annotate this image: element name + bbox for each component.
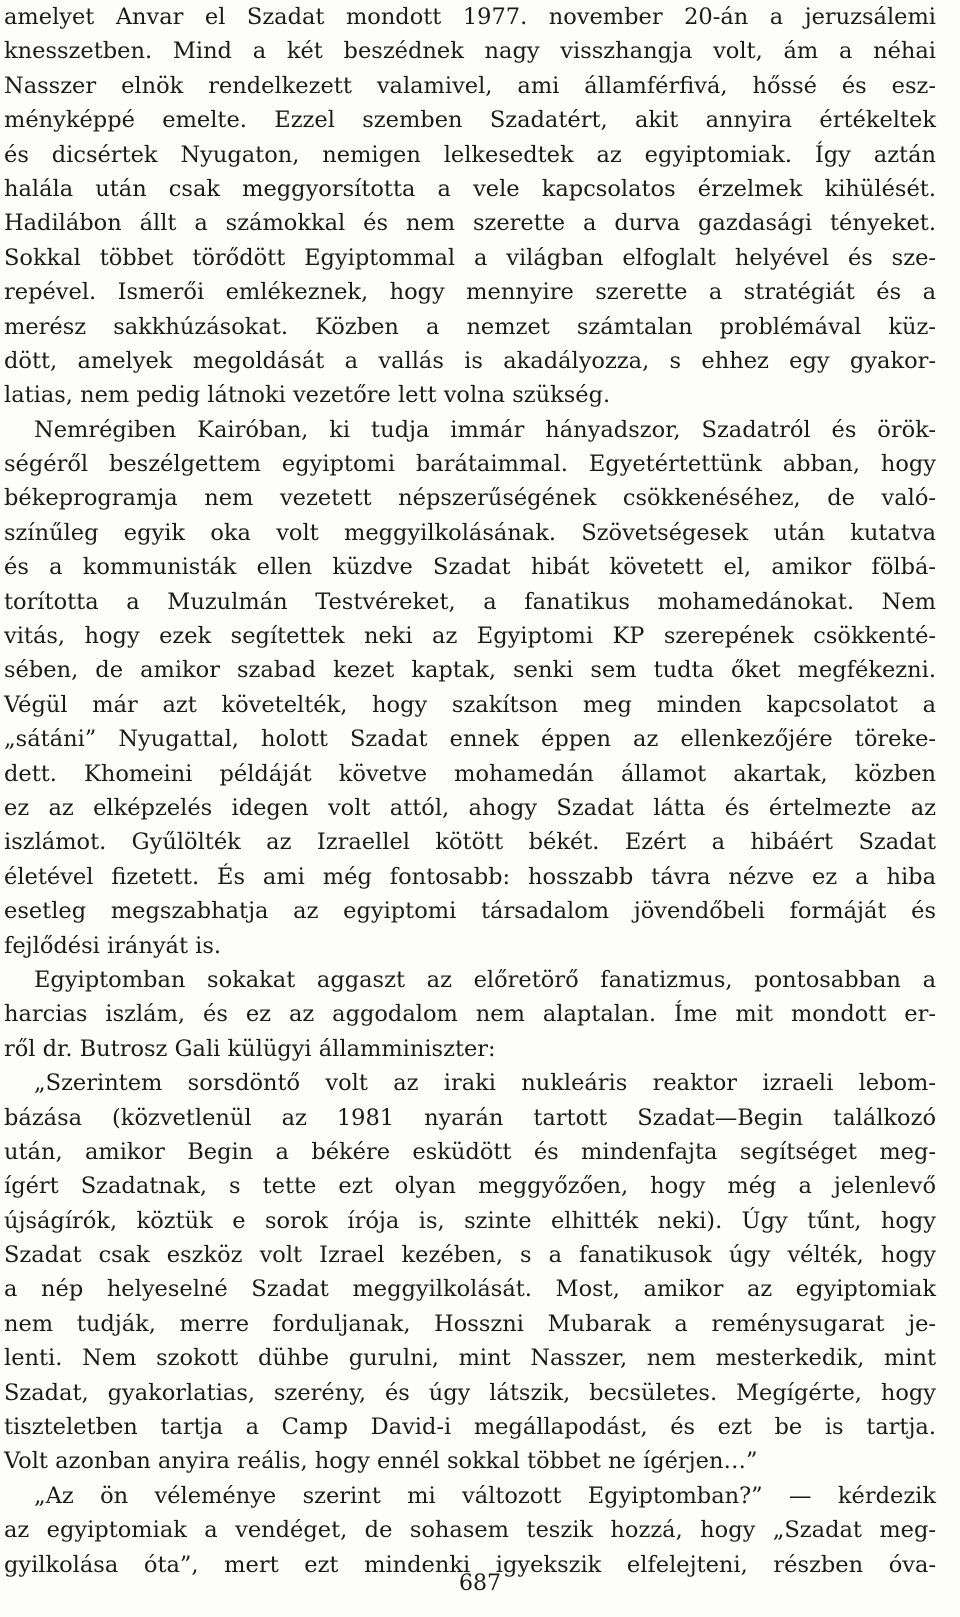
text-line: Volt azonban anyira reális, hogy ennél sokkal többet ne ígérjen…”	[4, 1448, 758, 1475]
text-line: fejlődési irányát is.	[4, 932, 222, 959]
text-line: nem tudják, merre forduljanak, Hosszni Mubarak a reménysugarat je-	[4, 1310, 936, 1337]
text-line: merész sakkhúzásokat. Közben a nemzet számtalan problémával küz-	[4, 313, 936, 340]
text-line: vitás, hogy ezek segítettek neki az Egyiptomi KP szerepének csökkenté-	[4, 623, 936, 650]
text-line: és dicsértek Nyugaton, nemigen lelkesedtek az egyiptomiak. Így aztán	[4, 141, 936, 168]
text-line: latias, nem pedig látnoki vezetőre lett volna szükség.	[4, 382, 611, 409]
text-line: Végül már azt követelték, hogy szakítson meg minden kapcsolatot a	[4, 691, 936, 718]
text-line: „sátáni” Nyugattal, holott Szadat ennek éppen az ellenkezőjére töreke-	[4, 726, 936, 753]
text-line: Szadat, gyakorlatias, szerény, és úgy látszik, becsületes. Megígérte, hogy	[4, 1379, 936, 1406]
text-line: lenti. Nem szokott dühbe gurulni, mint Nasszer, nem mesterkedik, mint	[4, 1345, 936, 1372]
text-line: a nép helyeselné Szadat meggyilkolását. Most, amikor az egyiptomiak	[4, 1276, 936, 1303]
text-line: Sokkal többet törődött Egyiptommal a világban elfoglalt helyével és sze-	[4, 244, 936, 271]
text-line: bázása (közvetlenül az 1981 nyarán tartott Szadat—Begin találkozó	[4, 1104, 936, 1131]
text-line: ről dr. Butrosz Gali külügyi államminiszter:	[4, 1035, 496, 1062]
text-line: iszlámot. Gyűlölték az Izraellel kötött békét. Ezért a hibáért Szadat	[4, 829, 936, 856]
text-line: repével. Ismerői emlékeznek, hogy mennyire szerette a stratégiát és a	[4, 279, 936, 306]
page-number: 687	[459, 1571, 501, 1596]
text-line: ményképpé emelte. Ezzel szemben Szadatért, akit annyira értékeltek	[4, 107, 936, 134]
text-line: esetleg megszabhatja az egyiptomi társadalom jövendőbeli formáját és	[4, 898, 936, 925]
text-line: harcias iszlám, és ez az aggodalom nem alaptalan. Íme mit mondott er-	[4, 1001, 936, 1028]
text-line: ségéről beszélgettem egyiptomi barátaimmal. Egyetértettünk abban, hogy	[4, 451, 936, 478]
text-line: békeprogramja nem vezetett népszerűségének csökkenéséhez, de való-	[4, 485, 936, 512]
text-line: dett. Khomeini példáját követve mohamedán államot akartak, közben	[4, 760, 936, 787]
text-line: után, amikor Begin a békére esküdött és mindenfajta segítséget meg-	[4, 1138, 936, 1165]
text-line: Szadat csak eszköz volt Izrael kezében, s a fanatikusok úgy vélték, hogy	[4, 1242, 936, 1269]
text-line: sében, de amikor szabad kezet kaptak, senki sem tudta őket megfékezni.	[4, 657, 936, 684]
text-line: ez az elképzelés idegen volt attól, ahogy Szadat látta és értelmezte az	[4, 794, 936, 821]
text-line: Hadilábon állt a számokkal és nem szerette a durva gazdasági tényeket.	[4, 210, 936, 237]
text-line: knesszetben. Mind a két beszédnek nagy visszhangja volt, ám a néhai	[4, 38, 936, 65]
text-line: ígért Szadatnak, s tette ezt olyan meggyőzően, hogy még a jelenlevő	[4, 1173, 936, 1200]
text-line: „Az ön véleménye szerint mi változott Egyiptomban?” — kérdezik	[34, 1482, 936, 1509]
text-line: torította a Muzulmán Testvéreket, a fanatikus mohamedánokat. Nem	[4, 588, 936, 615]
text-line: „Szerintem sorsdöntő volt az iraki nukleáris reaktor izraeli lebom-	[34, 1070, 936, 1097]
text-line: az egyiptomiak a vendéget, de sohasem teszik hozzá, hogy „Szadat meg-	[4, 1517, 936, 1544]
text-line: Nemrégiben Kairóban, ki tudja immár hányadszor, Szadatról és örök-	[34, 416, 936, 443]
text-line: dött, amelyek megoldását a vallás is akadályozza, s ehhez egy gyakor-	[4, 347, 936, 374]
text-line: színűleg egyik oka volt meggyilkolásának. Szövetségesek után kutatva	[4, 519, 936, 546]
text-line: tiszteletben tartja a Camp David-i megállapodást, és ezt be is tartja.	[4, 1414, 936, 1441]
body-text	[4, 0, 936, 1582]
text-line: újságírók, köztük e sorok írója is, szinte elhitték neki). Úgy tűnt, hogy	[4, 1207, 936, 1234]
text-line: és a kommunisták ellen küzdve Szadat hibát követett el, amikor fölbá-	[4, 554, 936, 581]
text-line: gyilkolása óta”, mert ezt mindenki igyekszik elfelejteni, részben óva-	[4, 1551, 936, 1578]
text-line: Egyiptomban sokakat aggaszt az előretörő fanatizmus, pontosabban a	[34, 966, 936, 993]
text-line: Nasszer elnök rendelkezett valamivel, ami államférfivá, hőssé és esz-	[4, 72, 936, 99]
text-line: életével fizetett. És ami még fontosabb: hosszabb távra nézve ez a hiba	[4, 863, 936, 890]
text-line: amelyet Anvar el Szadat mondott 1977. november 20-án a jeruzsálemi	[4, 4, 936, 30]
text-line: halála után csak meggyorsította a vele kapcsolatos érzelmek kihülését.	[4, 175, 936, 202]
